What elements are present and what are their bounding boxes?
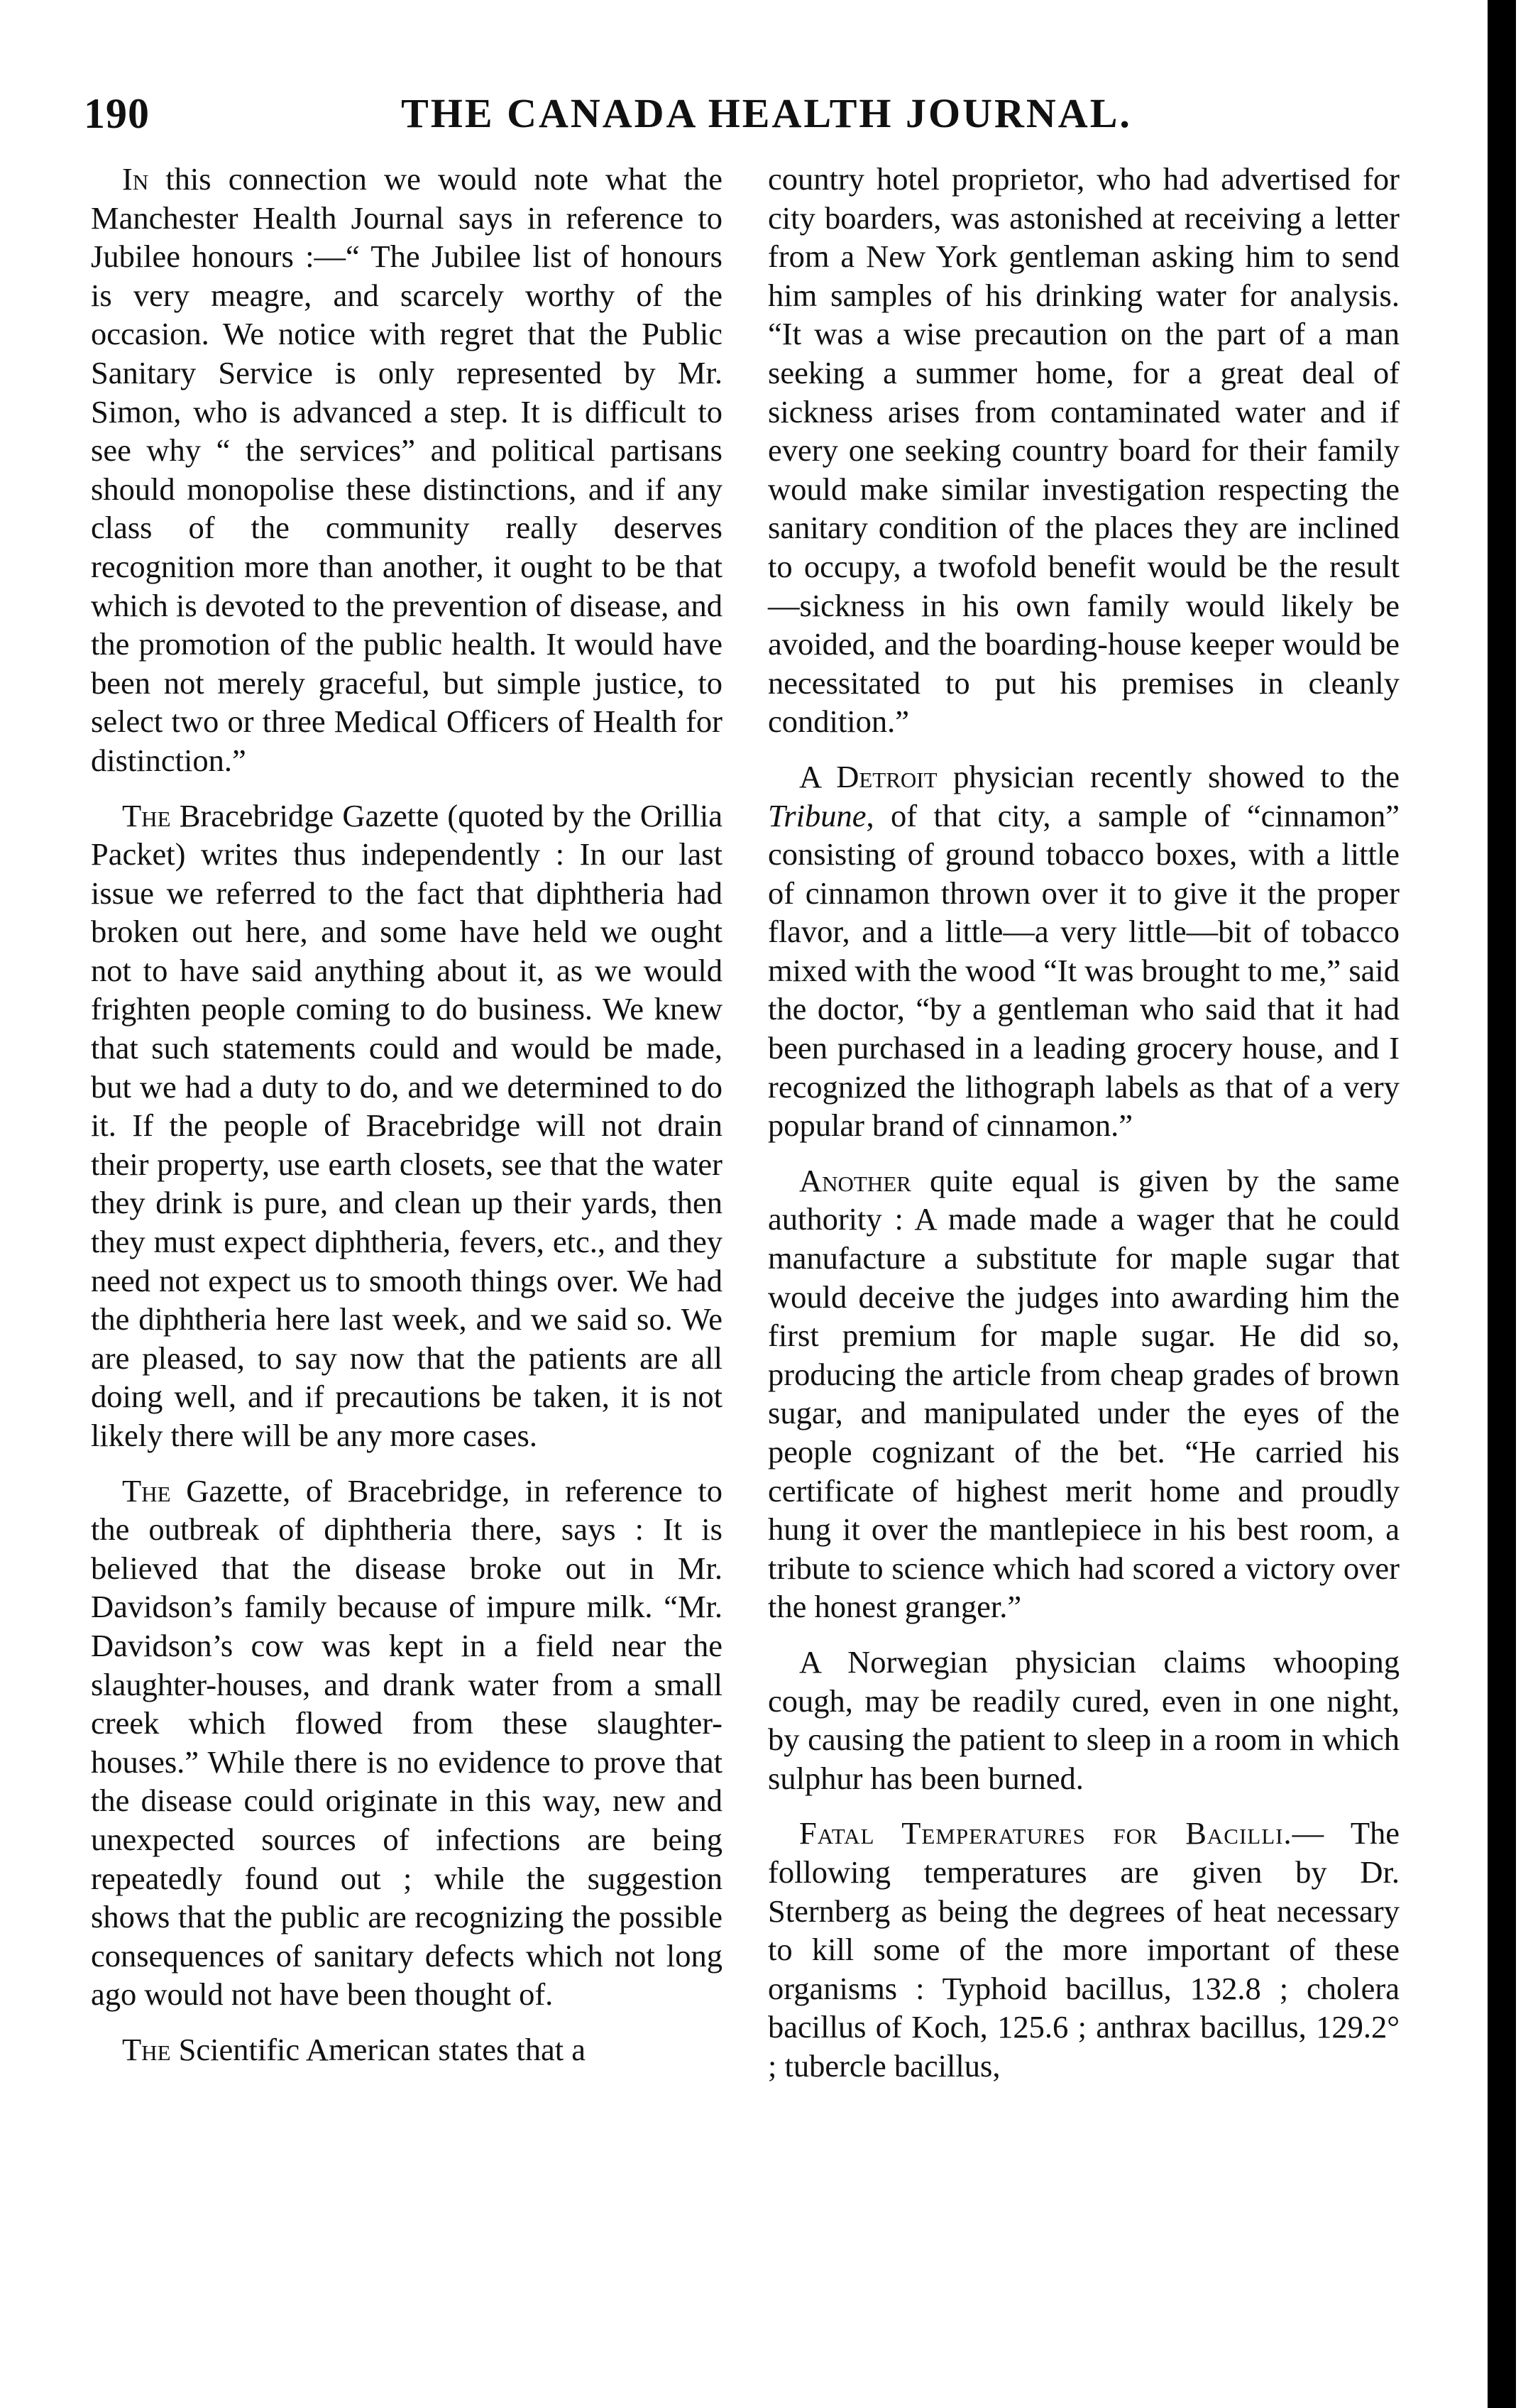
left-column [91, 160, 722, 2086]
paragraph-text: Gazette, of Bracebridge, in reference to the outbreak of diphtheria there, says : It is believed that the disease broke out in Mr. Davidson’s family because of impure milk. “Mr. Davidson’s cow was kept in a field near the slaughter-houses, and drank water from a small creek which flowed from these slaughter-houses.” While there is no evidence to prove that the disease could originate in this way, new and unexpected sources of infections are being repeatedly found out ; while the suggestion shows that the public are recognizing the possible consequences of sanitary defects which not long ago would not have been thought of. [91, 1472, 722, 2013]
paragraph-lead: The [122, 797, 171, 833]
paragraph-maple-sugar [768, 1161, 1400, 1626]
paragraph-bracebridge-gazette [91, 797, 722, 1455]
section-heading: Fatal Temperatures for Bacilli.— [799, 1815, 1325, 1851]
page-number: 190 [84, 90, 150, 137]
paragraph-text: Scientific American states that a [178, 2031, 586, 2067]
paragraph-lead: The [122, 1472, 171, 1509]
italic-newspaper-name: Tribune [768, 797, 867, 833]
paragraph-scientific-american [91, 2030, 722, 2069]
paragraph-diphtheria-outbreak [91, 1472, 722, 2014]
right-column [768, 160, 1400, 2102]
paragraph-fatal-temperatures [768, 1814, 1400, 2085]
paragraph-text: A Norwegian physician claims whooping cough, may be readily cured, even in one night, by causing the patient to sleep in a room in which sulphur has been burned. [768, 1643, 1400, 1796]
paragraph-text: this connection we would note what the Manchester Health Journal says in reference to Jubilee honours :—“ The Jubilee list of honours is very meagre, and scarcely worthy of the occasion. We notice with regret that the Public Sanitary Service is only represented by Mr. Simon, who is advanced a step. It is difficult to see why “ the services” and political partisans should monopolise these distinctions, and if any class of the community really deserves recognition more than another, it ought to be that which is devoted to the prevention of disease, and the promotion of the public health. It would have been not merely graceful, but simple justice, to select two or three Medical Officers of Health for distinction.” [91, 161, 722, 778]
paragraph-lead: A Detroit [799, 758, 938, 794]
paragraph-jubilee [91, 160, 722, 780]
paragraph-text: The following temperatures are given by Dr. Sternberg as being the degrees of heat necessary to kill some of the more important of these organisms : Typhoid bacillus, 132.8 ; cholera bacillus of Koch, 125.6 ; anthrax bacillus, 129.2° ; tubercle bacillus, [768, 1815, 1400, 2084]
paragraph-continuation-hotel: country hotel proprietor, who had advertised for city boarders, was astonished at receiving a letter from a New York gentleman asking him to send him samples of his drinking water for analysis. “It was a wise precaution on the part of a man seeking a summer home, for a great deal of sickness arises from contaminated water and if every one seeking country board for their family would make similar investigation respecting the sanitary condition of the places they are inclined to occupy, a twofold benefit would be the result—sickness in his own family would likely be avoided, and the boarding-house keeper would be necessitated to put his premises in cleanly condition.” [768, 161, 1400, 740]
paragraph-text: , of that city, a sample of “cinnamon” consisting of ground tobacco boxes, with a little of cinnamon thrown over it to give it the proper flavor, and a little—a very little—bit of tobacco mixed with the wood “It was brought to me,” said the doctor, “by a gentleman who said that it had been purchased in a leading grocery house, and I recognized the lithograph labels as that of a very popular brand of cinnamon.” [768, 797, 1400, 1144]
paragraph-detroit-physician [768, 757, 1400, 1145]
paragraph-lead: The [122, 2031, 171, 2067]
paragraph-lead: Another [799, 1162, 911, 1198]
paragraph-whooping-cough [768, 1643, 1400, 1797]
paragraph-text: physician recently showed to the [953, 758, 1400, 794]
running-title: THE CANADA HEALTH JOURNAL. [401, 90, 1132, 136]
paragraph-text: Bracebridge Gazette (quoted by the Orillia Packet) writes thus independently : In our last issue we referred to the fact that diphtheria had broken out here, and some have held we ought not to have said anything about it, as we would frighten people coming to do business. We knew that such statements could and would be made, but we had a duty to do, and we determined to do it. If the people of Bracebridge will not drain their property, use earth closets, see that the water they drink is pure, and clean up their yards, then they must expect diphtheria, fevers, etc., and they need not expect us to smooth things over. We had the diphtheria here last week, and we said so. We are pleased, to say now that the patients are all doing well, and if precautions be taken, it is not likely there will be any more cases. [91, 797, 722, 1453]
paragraph-lead: In [122, 161, 149, 197]
paragraph-text: quite equal is given by the same authority : A made made a wager that he could manufacture a substitute for maple sugar that would deceive the judges into awarding him the first premium for maple sugar. He did so, producing the article from cheap grades of brown sugar, and manipulated under the eyes of the people cognizant of the bet. “He carried his certificate of highest merit home and proudly hung it over the mantlepiece in his best room, a tribute to science which had scored a victory over the honest granger.” [768, 1162, 1400, 1625]
scan-edge-bar [1488, 0, 1516, 2408]
